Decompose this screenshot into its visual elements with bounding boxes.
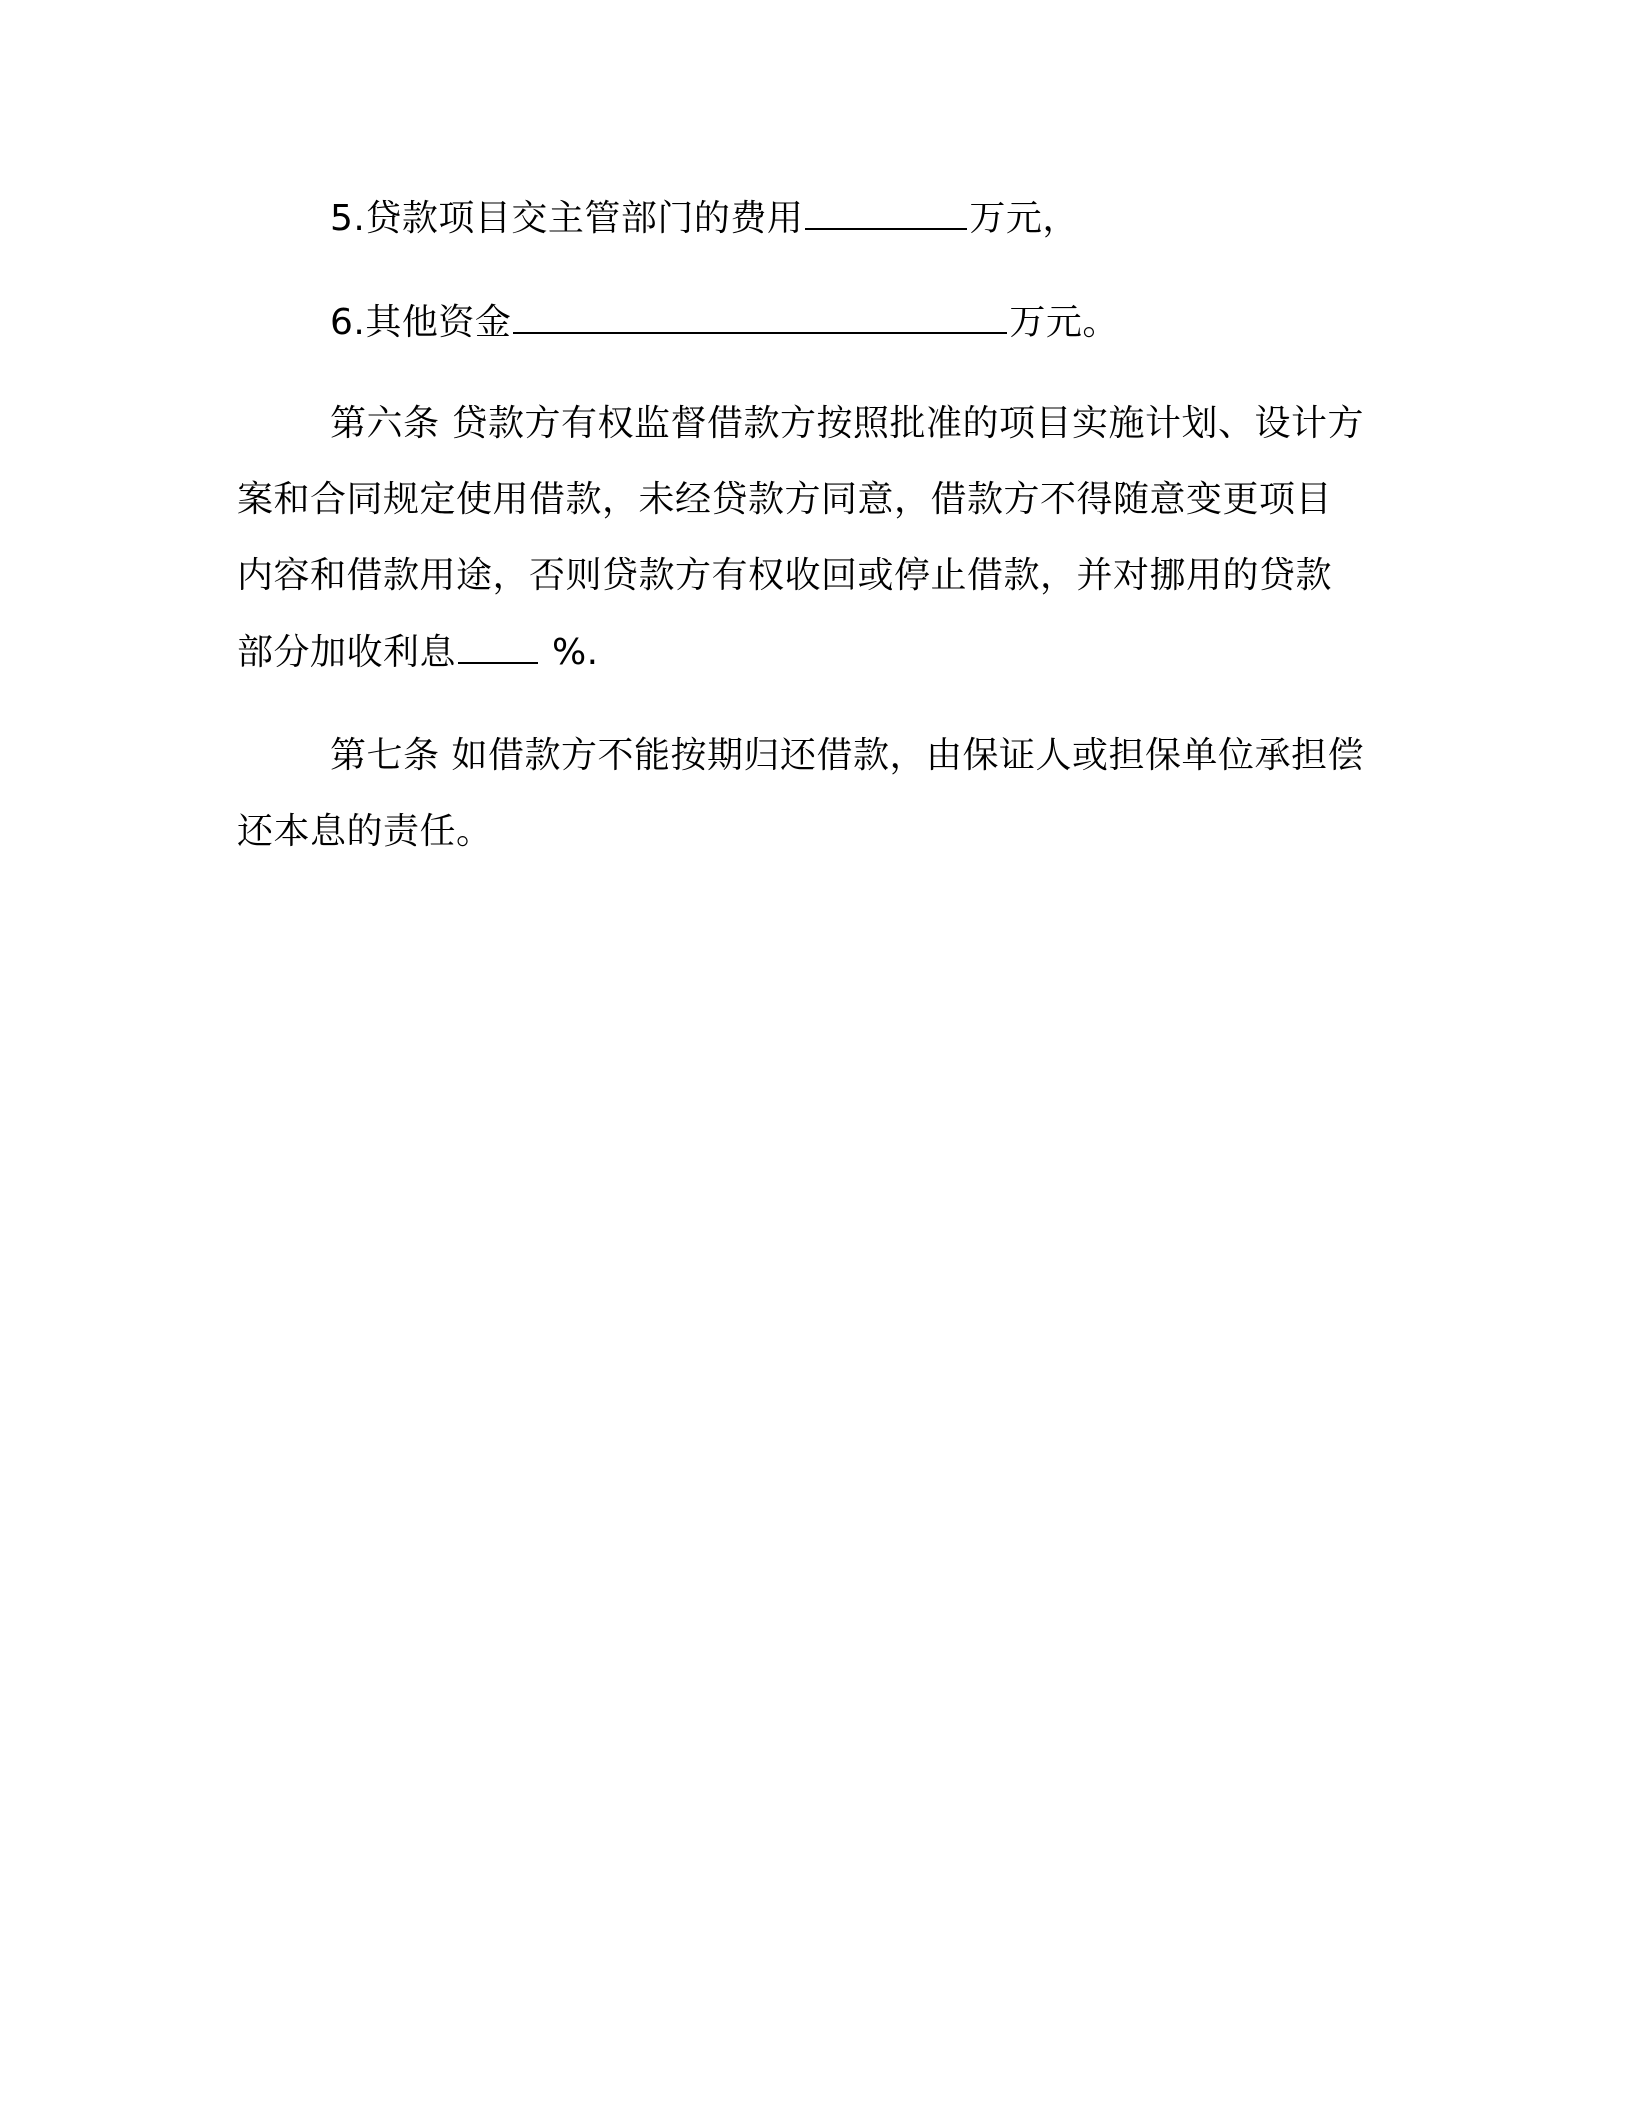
article-7-line-1 <box>330 732 1364 780</box>
article-7-line-2 <box>237 808 493 856</box>
article-6-line-1-text: 第六条 贷款方有权监督借款方按照批准的项目实施计划、设计方 <box>330 403 1364 444</box>
article-7-line-2-text: 还本息的责任。 <box>237 811 493 852</box>
item-6-blank <box>513 298 1007 334</box>
article-6-line-2-text: 案和合同规定使用借款，未经贷款方同意，借款方不得随意变更项目 <box>237 479 1333 520</box>
article-6-line-2 <box>237 476 1332 524</box>
article-6-line-4-text: 部分加收利息 <box>237 632 457 673</box>
item-6-unit: 万元。 <box>1009 302 1119 343</box>
item-5 <box>330 194 1079 243</box>
article-6-line-3 <box>237 552 1332 600</box>
item-5-text: 5.贷款项目交主管部门的费用 <box>330 198 804 239</box>
item-5-blank <box>805 194 967 230</box>
article-6-line-4-unit: %. <box>540 632 599 673</box>
article-6-line-1 <box>330 400 1364 448</box>
item-6 <box>330 298 1119 347</box>
item-5-unit: 万元， <box>969 198 1079 239</box>
item-6-text: 6.其他资金 <box>330 302 512 343</box>
article-7-line-1-text: 第七条 如借款方不能按期归还借款，由保证人或担保单位承担偿 <box>330 735 1364 776</box>
article-6-line-3-text: 内容和借款用途，否则贷款方有权收回或停止借款，并对挪用的贷款 <box>237 555 1333 596</box>
article-6-line-4 <box>237 628 599 677</box>
interest-rate-blank <box>458 628 538 664</box>
